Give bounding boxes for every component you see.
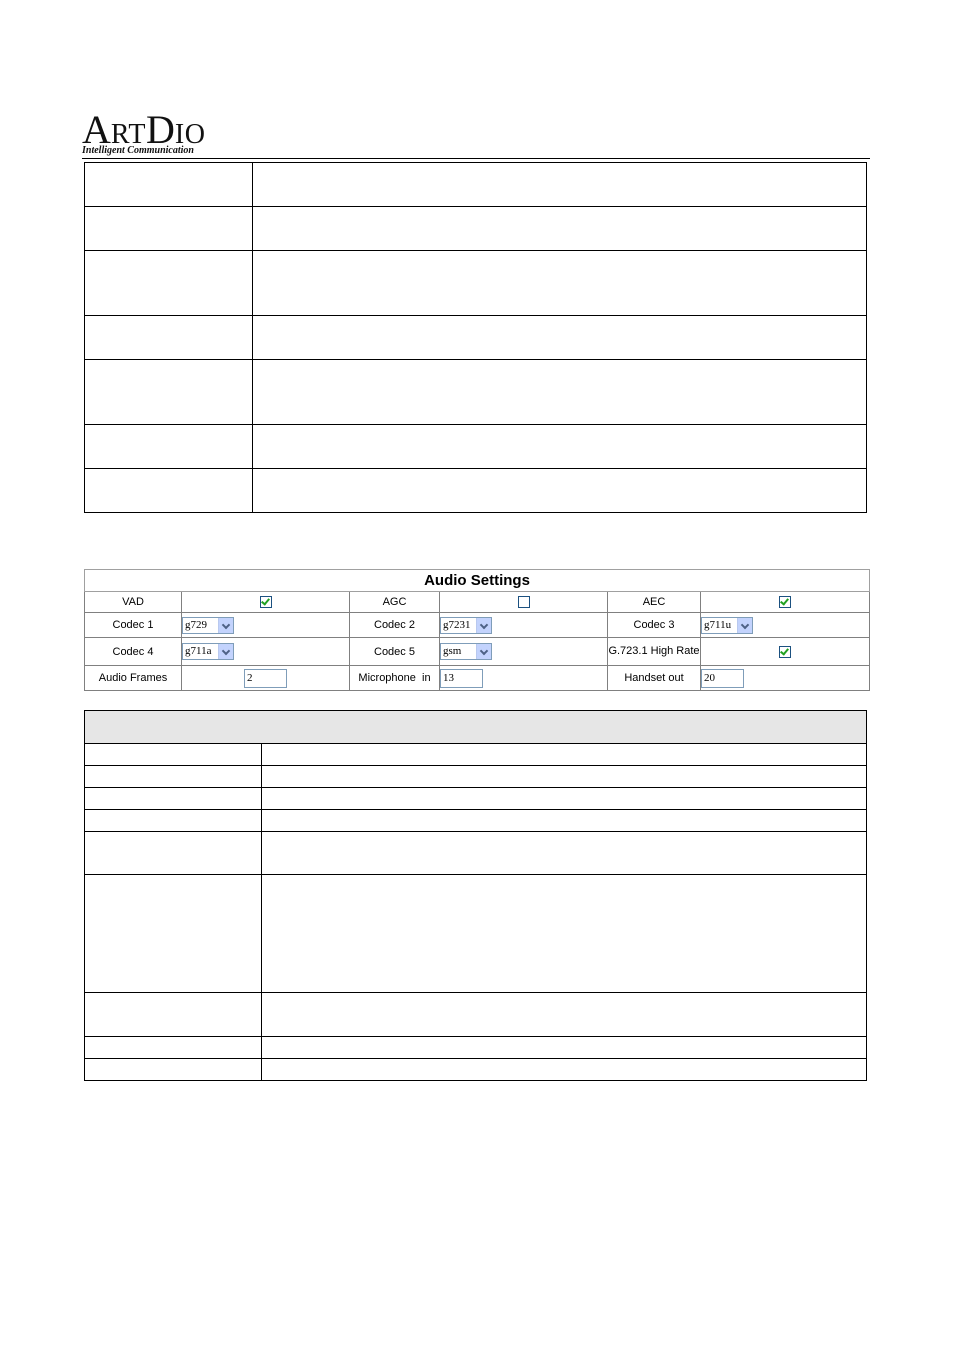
audio-settings-title: Audio Settings <box>85 570 870 592</box>
table-row <box>85 666 870 691</box>
codec3-select[interactable]: g711u <box>701 617 753 634</box>
table-row <box>85 788 867 810</box>
table-row <box>85 810 867 832</box>
codec2-label: Codec 2 <box>350 613 440 638</box>
table-row <box>85 993 867 1037</box>
agc-checkbox[interactable] <box>518 596 530 608</box>
table-row <box>85 875 867 993</box>
vad-label: VAD <box>85 592 182 613</box>
table-row <box>85 360 867 425</box>
agc-label: AGC <box>350 592 440 613</box>
codec4-select[interactable]: g711a <box>182 643 234 660</box>
audio-frames-input[interactable]: 2 <box>244 669 287 688</box>
chevron-down-icon[interactable] <box>476 618 491 633</box>
microphone-in-label: Microphone in <box>350 666 440 691</box>
table-row <box>85 592 870 613</box>
parameter-table-bottom <box>84 710 867 1081</box>
table-row <box>85 638 870 666</box>
aec-label: AEC <box>608 592 701 613</box>
table-row <box>85 613 870 638</box>
audio-settings-title-row <box>85 570 870 592</box>
aec-checkbox[interactable] <box>779 596 791 608</box>
table-row <box>85 1037 867 1059</box>
codec1-select[interactable]: g729 <box>182 617 234 634</box>
table-row <box>85 766 867 788</box>
chevron-down-icon[interactable] <box>476 644 491 659</box>
table-row <box>85 1059 867 1081</box>
table-row <box>85 744 867 766</box>
table-header-row <box>85 711 867 744</box>
header-rule <box>82 158 870 159</box>
codec5-label: Codec 5 <box>350 638 440 666</box>
table-row <box>85 163 867 207</box>
g7231-high-rate-checkbox[interactable] <box>779 646 791 658</box>
logo-tagline: Intelligent Communication <box>82 145 194 156</box>
table-row <box>85 469 867 513</box>
codec3-label: Codec 3 <box>608 613 701 638</box>
microphone-in-input[interactable]: 13 <box>440 669 483 688</box>
logo-wordmark: ARTDIO <box>82 107 206 152</box>
table-row <box>85 316 867 360</box>
audio-settings-panel <box>84 569 870 691</box>
chevron-down-icon[interactable] <box>218 644 233 659</box>
handset-out-input[interactable]: 20 <box>701 669 744 688</box>
artdio-logo <box>82 107 222 158</box>
g7231-high-rate-label: G.723.1 High Rate <box>608 638 701 666</box>
codec1-label: Codec 1 <box>85 613 182 638</box>
table-row <box>85 832 867 875</box>
table-row <box>85 425 867 469</box>
chevron-down-icon[interactable] <box>737 618 752 633</box>
parameter-table-top <box>84 162 867 513</box>
vad-checkbox[interactable] <box>260 596 272 608</box>
codec5-select[interactable]: gsm <box>440 643 492 660</box>
table-row <box>85 251 867 316</box>
chevron-down-icon[interactable] <box>218 618 233 633</box>
handset-out-label: Handset out <box>608 666 701 691</box>
codec2-select[interactable]: g7231 <box>440 617 492 634</box>
codec4-label: Codec 4 <box>85 638 182 666</box>
table-row <box>85 207 867 251</box>
audio-frames-label: Audio Frames <box>85 666 182 691</box>
